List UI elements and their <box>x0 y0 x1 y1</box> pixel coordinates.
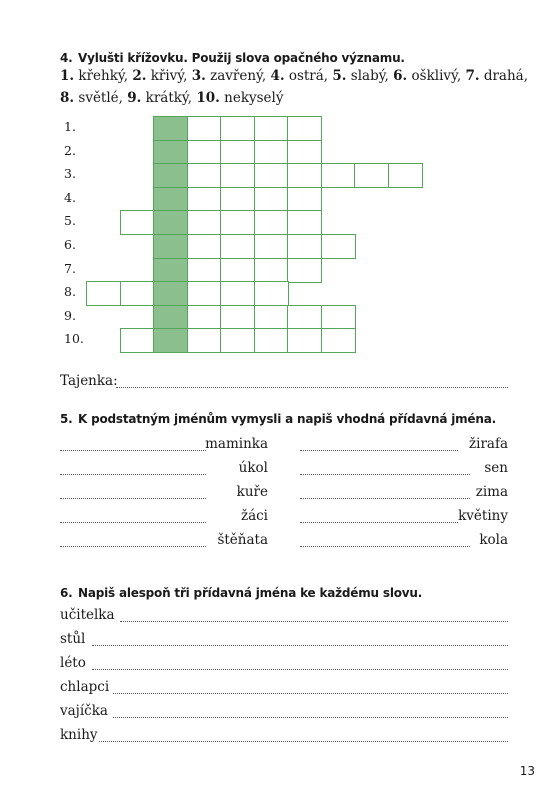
crossword-cell[interactable] <box>287 140 322 165</box>
crossword-cell[interactable] <box>287 163 322 188</box>
crossword-cell[interactable] <box>254 258 289 283</box>
tajenka-answer-line[interactable] <box>116 387 508 388</box>
word-number: 7. <box>465 68 480 84</box>
adjective-answer-line[interactable] <box>300 498 470 499</box>
crossword-cell[interactable] <box>254 163 289 188</box>
crossword-cell[interactable] <box>254 305 289 330</box>
crossword-cell[interactable] <box>220 116 255 141</box>
task6-heading <box>60 586 422 600</box>
crossword-cell[interactable] <box>187 328 222 353</box>
crossword-cell[interactable] <box>287 187 322 212</box>
crossword-cell[interactable] <box>120 281 155 306</box>
word-item: nekyselý <box>219 90 284 106</box>
crossword-grid <box>0 0 555 360</box>
word-number: 8. <box>60 90 75 106</box>
word-number: 2. <box>132 68 147 84</box>
crossword-cell[interactable] <box>187 210 222 235</box>
crossword-cell[interactable] <box>187 187 222 212</box>
crossword-cell[interactable] <box>187 281 222 306</box>
task4-number: 4. <box>60 51 73 65</box>
noun-label: sen <box>484 460 508 476</box>
crossword-cell[interactable] <box>287 258 322 283</box>
crossword-row-label: 10. <box>64 331 84 347</box>
word-item: krátký, <box>141 90 197 106</box>
crossword-cell[interactable] <box>187 234 222 259</box>
noun-label: kuře <box>236 484 268 500</box>
crossword-cell[interactable] <box>220 258 255 283</box>
word-label: knihy <box>60 727 98 743</box>
crossword-cell[interactable] <box>86 281 121 306</box>
crossword-key-cell[interactable] <box>153 328 188 353</box>
word-number: 1. <box>60 68 75 84</box>
crossword-row-label: 5. <box>64 213 76 229</box>
crossword-cell[interactable] <box>220 234 255 259</box>
crossword-cell[interactable] <box>187 116 222 141</box>
adjective-answer-line[interactable] <box>60 498 206 499</box>
crossword-key-cell[interactable] <box>153 281 188 306</box>
crossword-cell[interactable] <box>287 210 322 235</box>
word-label: učitelka <box>60 607 115 623</box>
word-item: slabý, <box>346 68 394 84</box>
crossword-cell[interactable] <box>354 163 389 188</box>
crossword-key-cell[interactable] <box>153 140 188 165</box>
crossword-cell[interactable] <box>321 328 356 353</box>
task5-instruction: K podstatným jménům vymysli a napiš vhodná přídavná jména. <box>78 412 496 426</box>
crossword-cell[interactable] <box>120 210 155 235</box>
adjective-answer-line[interactable] <box>60 546 206 547</box>
word-number: 10. <box>196 90 220 106</box>
crossword-row-label: 6. <box>64 237 76 252</box>
crossword-key-cell[interactable] <box>153 258 188 283</box>
crossword-cell[interactable] <box>254 281 289 306</box>
adjectives-answer-line[interactable] <box>92 645 508 646</box>
crossword-key-cell[interactable] <box>153 163 188 188</box>
adjective-answer-line[interactable] <box>60 522 206 523</box>
crossword-cell[interactable] <box>287 305 322 330</box>
crossword-cell[interactable] <box>187 163 222 188</box>
crossword-cell[interactable] <box>220 163 255 188</box>
crossword-cell[interactable] <box>287 328 322 353</box>
adjective-answer-line[interactable] <box>60 450 206 451</box>
adjective-answer-line[interactable] <box>300 522 458 523</box>
crossword-cell[interactable] <box>220 328 255 353</box>
noun-label: zima <box>475 484 508 500</box>
crossword-key-cell[interactable] <box>153 116 188 141</box>
adjectives-answer-line[interactable] <box>99 741 508 742</box>
crossword-cell[interactable] <box>220 140 255 165</box>
crossword-row-label: 2. <box>64 142 76 158</box>
tajenka-label: Tajenka: <box>60 373 118 389</box>
crossword-cell[interactable] <box>321 305 356 330</box>
word-label: chlapci <box>60 679 110 695</box>
adjectives-answer-line[interactable] <box>92 669 508 670</box>
word-number: 4. <box>270 68 285 84</box>
adjectives-answer-line[interactable] <box>120 621 508 622</box>
crossword-cell[interactable] <box>254 116 289 141</box>
crossword-cell[interactable] <box>220 187 255 212</box>
crossword-row-label: 8. <box>64 284 76 300</box>
crossword-cell[interactable] <box>254 210 289 235</box>
crossword-cell[interactable] <box>287 234 322 259</box>
crossword-cell[interactable] <box>321 234 356 259</box>
word-item: ostrá, <box>284 68 333 84</box>
word-item: zavřený, <box>205 68 271 84</box>
noun-label: štěňata <box>217 532 268 548</box>
noun-label: kola <box>479 532 508 548</box>
crossword-cell[interactable] <box>220 305 255 330</box>
word-number: 3. <box>191 68 206 84</box>
word-item: ošklivý, <box>407 68 466 84</box>
adjective-answer-line[interactable] <box>300 450 458 451</box>
crossword-cell[interactable] <box>187 305 222 330</box>
task5-heading <box>60 412 496 426</box>
adjective-answer-line[interactable] <box>300 546 470 547</box>
word-label: léto <box>60 655 86 671</box>
task4-instruction: Vylušti křížovku. Použij slova opačného významu. <box>78 51 405 65</box>
adjective-answer-line[interactable] <box>300 474 470 475</box>
crossword-cell[interactable] <box>388 163 423 188</box>
crossword-cell[interactable] <box>220 210 255 235</box>
word-number: 5. <box>332 68 347 84</box>
word-number: 9. <box>127 90 142 106</box>
word-item: světlé, <box>74 90 128 106</box>
word-item: křivý, <box>146 68 192 84</box>
word-label: vajíčka <box>60 703 108 719</box>
crossword-key-cell[interactable] <box>153 210 188 235</box>
page-number: 13 <box>519 764 535 778</box>
crossword-key-cell[interactable] <box>153 187 188 212</box>
crossword-key-cell[interactable] <box>153 305 188 330</box>
noun-label: květiny <box>458 508 508 524</box>
word-item: drahá, <box>479 68 529 84</box>
noun-label: žáci <box>240 508 268 524</box>
crossword-cell[interactable] <box>254 187 289 212</box>
task6-instruction: Napiš alespoň tři přídavná jména ke každému slovu. <box>78 586 423 600</box>
crossword-cell[interactable] <box>254 140 289 165</box>
adjectives-answer-line[interactable] <box>113 693 508 694</box>
crossword-key-cell[interactable] <box>153 234 188 259</box>
crossword-row-label: 7. <box>64 260 76 276</box>
crossword-cell[interactable] <box>187 258 222 283</box>
noun-label: úkol <box>238 460 268 476</box>
crossword-cell[interactable] <box>120 328 155 353</box>
task5-number: 5. <box>60 412 73 426</box>
word-item: křehký, <box>74 68 133 84</box>
word-label: stůl <box>60 631 86 647</box>
crossword-cell[interactable] <box>287 116 322 141</box>
crossword-row-label: 4. <box>64 189 76 205</box>
adjectives-answer-line[interactable] <box>113 717 508 718</box>
crossword-cell[interactable] <box>187 140 222 165</box>
task6-number: 6. <box>60 586 73 600</box>
crossword-row-label: 9. <box>64 307 76 323</box>
noun-label: žirafa <box>469 436 508 452</box>
crossword-cell[interactable] <box>254 234 289 259</box>
word-number: 6. <box>393 68 408 84</box>
crossword-cell[interactable] <box>321 163 356 188</box>
crossword-row-label: 1. <box>64 119 76 134</box>
noun-label: maminka <box>205 436 268 452</box>
crossword-row-label: 3. <box>64 166 76 182</box>
crossword-cell[interactable] <box>254 328 289 353</box>
crossword-cell[interactable] <box>220 281 255 306</box>
adjective-answer-line[interactable] <box>60 474 206 475</box>
